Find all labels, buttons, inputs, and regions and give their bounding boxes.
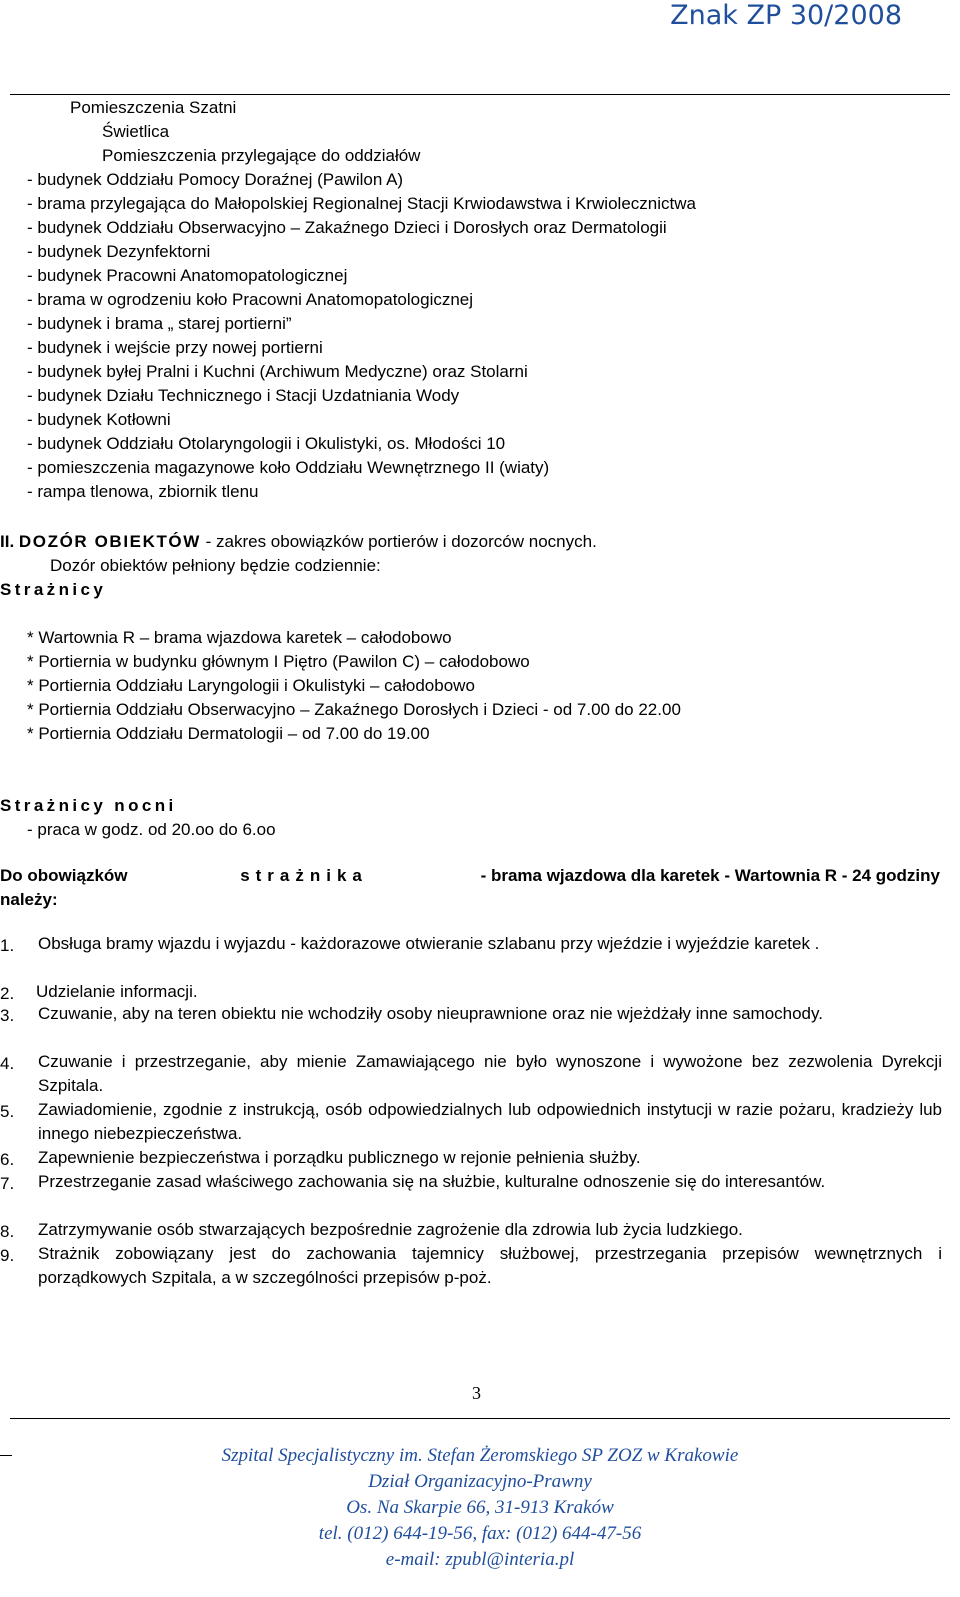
room-line: Świetlica — [102, 122, 170, 141]
list-number: 2. — [0, 984, 15, 1003]
duties-intro — [0, 866, 940, 886]
object-line: - brama przylegająca do Małopolskiej Regionalnej Stacji Krwiodawstwa i Krwiolecznictwa — [27, 194, 696, 213]
list-item: Udzielanie informacji. — [36, 982, 198, 1001]
object-line: - budynek Oddziału Otolaryngologii i Okulistyki, os. Młodości 10 — [27, 434, 506, 453]
list-number: 5. — [0, 1102, 15, 1121]
list-item: Czuwanie, aby na teren obiektu nie wchodziły osoby nieuprawnione oraz nie wjeżdżały inne samochody. — [38, 1004, 823, 1023]
post-line: * Wartownia R – brama wjazdowa karetek – całodobowo — [27, 628, 452, 647]
room-line: Pomieszczenia Szatni — [70, 98, 237, 117]
duties-intro-b: strażnika — [240, 866, 368, 885]
duties-intro-d: należy: — [0, 890, 58, 909]
list-number: 4. — [0, 1054, 15, 1073]
post-line: * Portiernia Oddziału Obserwacyjno – Zakaźnego Dorosłych i Dzieci - od 7.00 do 22.00 — [27, 700, 681, 719]
object-line: - brama w ogrodzeniu koło Pracowni Anatomopatologicznej — [27, 290, 474, 309]
list-item: Przestrzeganie zasad właściwego zachowania się na służbie, kulturalne odnoszenie się do interesantów. — [38, 1172, 826, 1191]
guards-label: Strażnicy — [0, 580, 107, 599]
room-line: Pomieszczenia przylegające do oddziałów — [102, 146, 421, 165]
section-title-rest: - zakres obowiązków portierów i dozorców nocnych. — [200, 532, 597, 551]
object-line: - budynek Pracowni Anatomopatologicznej — [27, 266, 348, 285]
list-number: 6. — [0, 1150, 15, 1169]
page-number: 3 — [472, 1383, 481, 1403]
section-heading — [0, 532, 597, 552]
object-line: - budynek Kotłowni — [27, 410, 171, 429]
document-code: Znak ZP 30/2008 — [670, 0, 902, 31]
footer-divider — [10, 1418, 950, 1419]
object-line: - rampa tlenowa, zbiornik tlenu — [27, 482, 259, 501]
footer-line4: tel. (012) 644-19-56, fax: (012) 644-47-56 — [318, 1523, 642, 1544]
night-guards-label: Strażnicy nocni — [0, 796, 177, 815]
list-item: Strażnik zobowiązany jest do zachowania tajemnicy służbowej, przestrzegania przepisów wewnętrznych i porządkowych Szpitala, a w szczególności przepisów p-poż. — [38, 1244, 942, 1287]
object-line: - budynek Działu Technicznego i Stacji Uzdatniania Wody — [27, 386, 460, 405]
list-item: Zawiadomienie, zgodnie z instrukcją, osób odpowiedzialnych lub odpowiednich instytucji w razie pożaru, kradzieży lub innego niebezpieczeństwa. — [38, 1100, 942, 1143]
object-line: - budynek Oddziału Pomocy Doraźnej (Pawilon A) — [27, 170, 404, 189]
list-number: 8. — [0, 1222, 15, 1241]
list-item: Obsługa bramy wjazdu i wyjazdu - każdorazowe otwieranie szlabanu przy wjeździe i wyjeździe karetek . — [38, 934, 820, 953]
header-divider — [10, 94, 950, 95]
list-number: 9. — [0, 1246, 15, 1265]
footer-line2: Dział Organizacyjno-Prawny — [368, 1471, 592, 1492]
post-line: * Portiernia Oddziału Laryngologii i Okulistyki – całodobowo — [27, 676, 475, 695]
object-line: - budynek Oddziału Obserwacyjno – Zakaźnego Dzieci i Dorosłych oraz Dermatologii — [27, 218, 667, 237]
list-number: 3. — [0, 1006, 15, 1025]
section-number: II. — [0, 532, 15, 551]
list-item: Zatrzymywanie osób stwarzających bezpośrednie zagrożenie dla zdrowia lub życia ludzkiego. — [38, 1220, 743, 1239]
footer-line5: e-mail: zpubl@interia.pl — [385, 1549, 575, 1570]
daily-note: Dozór obiektów pełniony będzie codziennie: — [50, 556, 381, 575]
list-number: 1. — [0, 936, 15, 955]
section-title: DOZÓR OBIEKTÓW — [18, 532, 201, 551]
post-line: * Portiernia w budynku głównym I Piętro (Pawilon C) – całodobowo — [27, 652, 530, 671]
footer-line3: Os. Na Skarpie 66, 31-913 Kraków — [346, 1497, 614, 1518]
list-item: Zapewnienie bezpieczeństwa i porządku publicznego w rejonie pełnienia służby. — [38, 1148, 641, 1167]
list-item: Czuwanie i przestrzeganie, aby mienie Zamawiającego nie było wynoszone i wywożone bez zezwolenia Dyrekcji Szpitala. — [38, 1052, 942, 1095]
list-number: 7. — [0, 1174, 15, 1193]
duties-intro-a: Do obowiązków — [0, 866, 128, 885]
duties-intro-c: - brama wjazdowa dla karetek - Wartownia R - 24 godziny — [480, 866, 940, 885]
object-line: - pomieszczenia magazynowe koło Oddziału Wewnętrznego II (wiaty) — [27, 458, 550, 477]
object-line: - budynek i wejście przy nowej portierni — [27, 338, 323, 357]
footer-line1: Szpital Specjalistyczny im. Stefan Żeromskiego SP ZOZ w Krakowie — [221, 1445, 739, 1466]
post-line: * Portiernia Oddziału Dermatologii – od 7.00 do 19.00 — [27, 724, 430, 743]
object-line: - budynek Dezynfektorni — [27, 242, 211, 261]
night-hours: - praca w godz. od 20.oo do 6.oo — [27, 820, 276, 839]
object-line: - budynek i brama „ starej portierni” — [27, 314, 292, 333]
object-line: - budynek byłej Pralni i Kuchni (Archiwum Medyczne) oraz Stolarni — [27, 362, 528, 381]
